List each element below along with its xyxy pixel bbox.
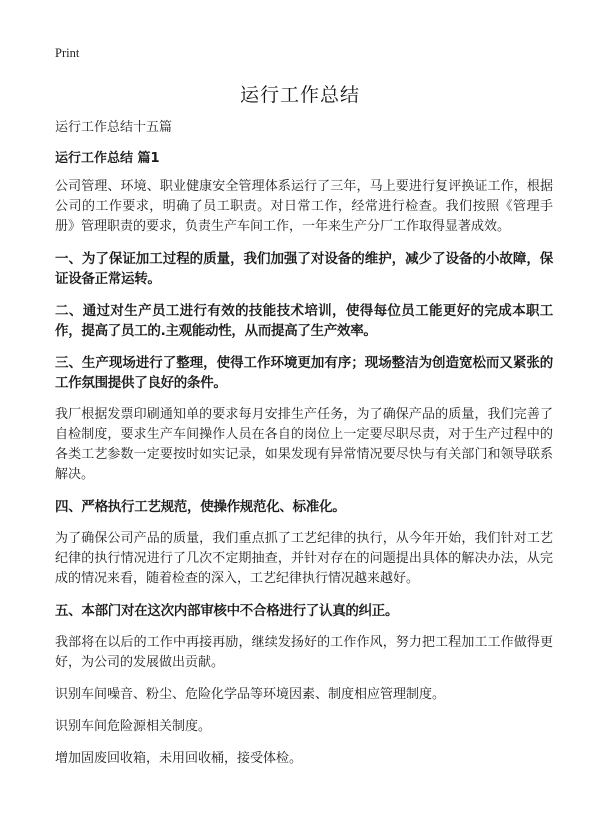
paragraph-list: [55, 177, 553, 769]
numbered-heading-paragraph: 二、通过对生产员工进行有效的技能技术培训，使得每位员工能更好的完成本职工作，提高了员工的.主观能动性，从而提高了生产效率。: [55, 303, 553, 339]
body-paragraph: 识别车间噪音、粉尘、危险化学品等环境因素、制度相应管理制度。: [55, 687, 446, 702]
print-link[interactable]: Print: [55, 46, 80, 60]
numbered-heading-paragraph: 一、为了保证加工过程的质量，我们加强了对设备的维护，减少了设备的小故障，保证设备正常运转。: [55, 251, 553, 287]
section-heading: 运行工作总结 篇1: [55, 151, 160, 166]
body-paragraph: 公司管理、环境、职业健康安全管理体系运行了三年，马上要进行复评换证工作，根据公司的工作要求，明确了员工职责。对日常工作，经常进行检查。我们按照《管理手册》管理职责的要求，负责生产车间工作，一年来生产分厂工作取得显著成效。: [55, 179, 553, 234]
numbered-heading-paragraph: 三、生产现场进行了整理，使得工作环境更加有序；现场整洁为创造宽松而又紧张的工作氛围提供了良好的条件。: [55, 355, 553, 391]
numbered-heading-paragraph: 五、本部门对在这次内部审核中不合格进行了认真的纠正。: [55, 603, 399, 619]
document-subtitle: 运行工作总结十五篇: [55, 120, 173, 135]
body-paragraph: 增加固废回收箱，未用回收桶，接受体检。: [55, 751, 303, 766]
page-title: 运行工作总结: [239, 84, 360, 106]
body-paragraph: 为了确保公司产品的质量，我们重点抓了工艺纪律的执行，从今年开始，我们针对工艺纪律的执行情况进行了几次不定期抽查，并针对存在的问题提出具体的解决办法，从完成的情况来看，随着检查的深入，工艺纪律执行情况越来越好。: [55, 531, 553, 586]
numbered-heading-paragraph: 四、严格执行工艺规范，使操作规范化、标准化。: [55, 499, 346, 515]
body-paragraph: 我部将在以后的工作中再接再励，继续发扬好的工作作风，努力把工程加工工作做得更好，为公司的发展做出贡献。: [55, 635, 553, 670]
body-paragraph: 识别车间危险源相关制度。: [55, 719, 212, 734]
body-paragraph: 我厂根据发票印刷通知单的要求每月安排生产任务，为了确保产品的质量，我们完善了自检制度，要求生产车间操作人员在各自的岗位上一定要尽职尽责，对于生产过程中的各类工艺参数一定要按时如实记录，如果发现有异常情况要尽快与有关部门和领导联系解决。: [55, 407, 553, 482]
document-body: [55, 118, 553, 781]
